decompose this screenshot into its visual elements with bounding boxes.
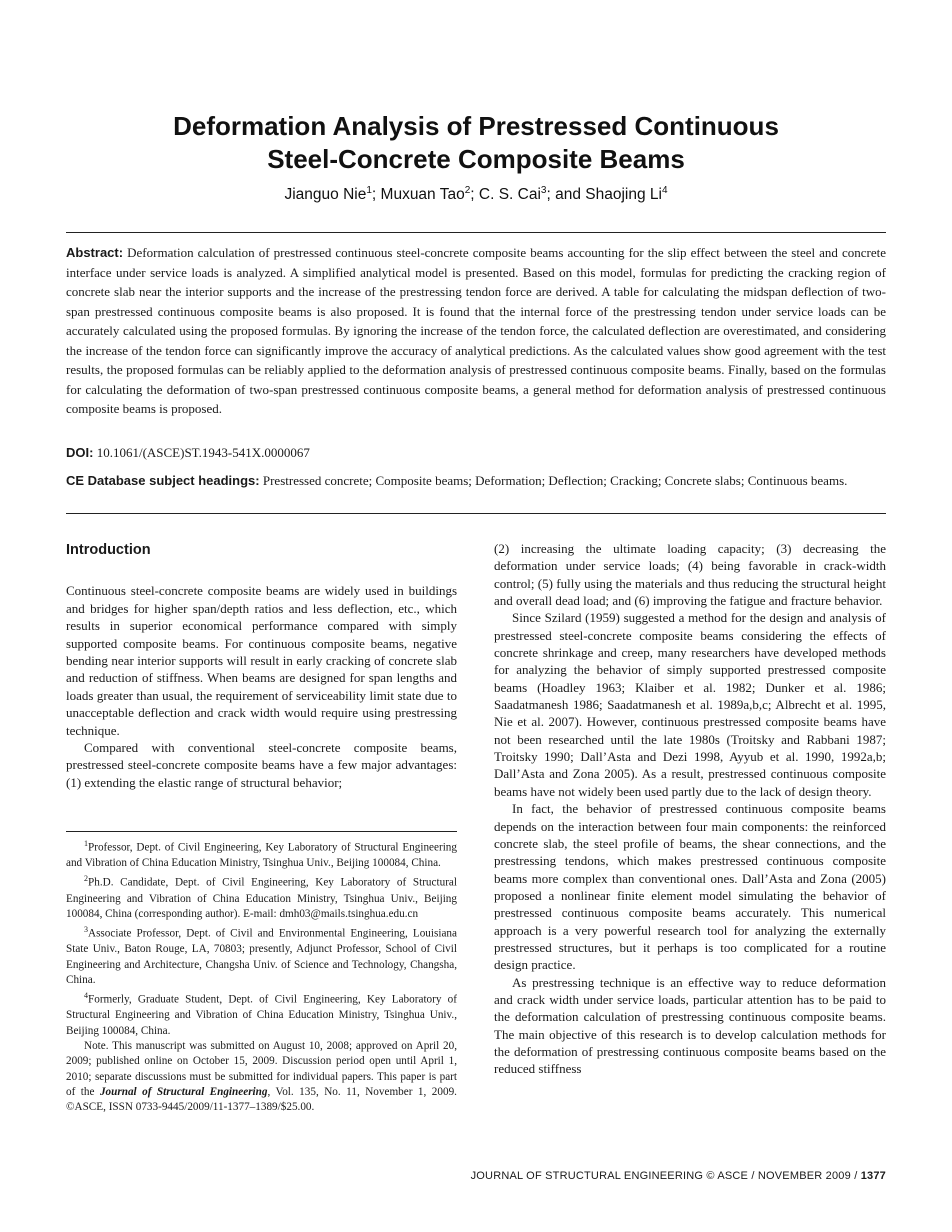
footnote (66, 988, 457, 1039)
author-name: Shaojing Li (585, 186, 662, 204)
footnote-mark: 1 (84, 839, 88, 848)
body-paragraph: (2) increasing the ultimate loading capacity; (3) decreasing the deformation under service loads; (4) being favorable in crack-width control; (5) fully using the materials and thus reducing the structural height and overall dead load; and (6) improving the fatigue and fracture behavior. (494, 541, 886, 609)
footnote-rule (66, 831, 457, 832)
note-text-end: , Vol. 135, No. 11, November 1, 2009. ©ASCE, ISSN 0733-9445/2009/11-1377–1389/$25.00. (66, 1086, 457, 1114)
author-name: C. S. Cai (478, 186, 541, 204)
left-column (66, 540, 457, 791)
footnotes (66, 836, 457, 1116)
doi-label: DOI: (66, 445, 94, 460)
note-text: Note. This manuscript was submitted on August 10, 2008; approved on April 20, 2009; published online on October 15, 2009. Discussion period open until April 1, 2010; separate discussions must be submitted for individual papers. This paper is part of the (66, 1040, 457, 1099)
author-affiliation-mark: 3 (540, 185, 547, 196)
abstract (66, 243, 886, 419)
footnote (66, 836, 457, 871)
footnote (66, 871, 457, 922)
author-separator: ; (371, 186, 381, 204)
section-heading: Introduction (66, 542, 151, 558)
journal-name: Journal of Structural Engineering (99, 1086, 268, 1099)
abstract-top-rule (66, 232, 886, 233)
abstract-text: Deformation calculation of prestressed continuous steel-concrete composite beams accounting for the slip effect between the steel and concrete interface under service loads is analyzed. A simplified analytical model is presented. Based on this model, formulas for predicting the cracking region of concrete slab near the interior supports and the increase of the prestressing tendon force are derived. A table for calculating the midspan deflection of two-span prestressed continuous composite beams is also proposed. It is found that the internal force of the prestressing tendon under service loads can be accurately calculated using the proposed formulas. By ignoring the increase of the tendon force, the calculated deflection are overestimated, and considering the increase of the tendon force can significantly improve the accuracy of analytical predictions. As the calculated values show good agreement with the test results, the proposed formulas can be reliably applied to the deformation analysis of prestressed continuous composite beams. Finally, based on the formulas for calculating the deformation of two-span prestressed continuous composite beams, a general method for deformation analysis of prestressed continuous composite beams is proposed. (66, 245, 886, 416)
body-paragraph: In fact, the behavior of prestressed continuous composite beams depends on the interaction between four main components: the reinforced concrete slab, the steel profile of beams, the shear connections, and the prestressing tendons, which makes prestressed continuous composite beams more complex than conventional ones. Dall’Asta and Zona (2005) proposed a nonlinear finite element model simulating the behavior of prestressed continuous composite beams accurately. This numerical approach is a very powerful research tool for analyzing the externally prestressed structures, but it perhaps is too complicated for a routine design practice. (494, 801, 886, 973)
page-number: 1377 (860, 1170, 886, 1182)
footnote-mark: 3 (84, 925, 88, 935)
footnote-mark: 2 (84, 874, 88, 884)
footnote (66, 922, 457, 988)
footer-journal-text: JOURNAL OF STRUCTURAL ENGINEERING © ASCE / NOVEMBER 2009 / (470, 1170, 861, 1182)
right-column (494, 540, 886, 1078)
abstract-label: Abstract: (66, 245, 124, 260)
author-affiliation-mark: 1 (366, 185, 372, 196)
body-paragraph: Since Szilard (1959) suggested a method for the design and analysis of prestressed steel-concrete composite beams considering the effects of concrete shrinkage and creep, many researchers have developed methods for analyzing the behavior of simply supported prestressed composite beams (Hoadley 1963; Klaiber et al. 1982; Dunker et al. 1986; Saadatmanesh 1986; Saadatmanesh et al. 1989a,b,c; Albrecht et al. 1995, Nie et al. 2007). However, continuous prestressed composite beams have not been researched until the late 1980s (Troitsky and Rabbani 1987; Troitsky 1990; Dall’Asta and Dezi 1998, Ayyub et al. 1990, 1992a,b; Dall’Asta and Zona 2005). As a result, prestressed continuous composite beams have not widely been used partly due to the lack of design theory. (494, 610, 886, 799)
title-line-1: Deformation Analysis of Prestressed Continuous (173, 111, 779, 141)
author-separator: ; (470, 186, 479, 204)
title-line-2: Steel-Concrete Composite Beams (267, 144, 685, 174)
body-paragraph: Compared with conventional steel-concrete composite beams, prestressed steel-concrete composite beams have a few major advantages: (1) extending the elastic range of structural behavior; (66, 740, 457, 790)
body-paragraph: Continuous steel-concrete composite beams are widely used in buildings and bridges for higher span/depth ratios and less deflection, etc., which results in superior economical performance compared with simply supported composite beams. For continuous composite beams, negative bending near interior supports will result in early cracking of concrete slab and reduction of stiffness. When beams are designed for span lengths and loads greater than usual, the requirement of serviceability limit state due to unacceptable deflection and crack width would require using prestressing technique. (66, 583, 457, 738)
doi-value[interactable]: 10.1061/(ASCE)ST.1943-541X.0000067 (96, 445, 310, 460)
author-name: Muxuan Tao (380, 186, 465, 204)
footnote-text: Formerly, Graduate Student, Dept. of Civil Engineering, Key Laboratory of Structural Engineering and Vibration of China Education Ministry, Tsinghua Univ., Beijing 100084, China. (66, 994, 457, 1037)
abstract-bottom-rule (66, 513, 886, 514)
manuscript-note (66, 1039, 457, 1116)
footnote-text: Ph.D. Candidate, Dept. of Civil Engineering, Key Laboratory of Structural Engineering and Vibration of China Education Ministry, Tsinghua Univ., Beijing 100084, China (corresponding author). E-mail: dmh03@mails.tsinghua.edu.cn (66, 877, 457, 920)
footnote-text: Professor, Dept. of Civil Engineering, Key Laboratory of Structural Engineering and Vibration of China Education Ministry, Tsinghua Univ., Beijing 100084, China. (66, 841, 457, 870)
footnote-mark: 4 (84, 991, 88, 1001)
paper-title (60, 110, 892, 176)
subject-headings-text: Prestressed concrete; Composite beams; Deformation; Deflection; Cracking; Concrete slabs; Continuous beams. (262, 473, 848, 488)
author-affiliation-mark: 2 (464, 185, 471, 196)
author-list (60, 185, 892, 204)
author-affiliation-mark: 4 (661, 185, 668, 196)
footnote-text: Associate Professor, Dept. of Civil and Environmental Engineering, Louisiana State Univ., Baton Rouge, LA, 70803; presently, Adjunct Professor, School of Civil Engineering and Architecture, Changsha Univ. of Science and Technology, Changsha, China. (66, 927, 457, 986)
author-separator: ; and (546, 186, 586, 204)
doi-line (66, 443, 886, 462)
author-name: Jianguo Nie (284, 186, 367, 204)
subject-headings-label: CE Database subject headings: (66, 473, 260, 488)
subject-headings (66, 471, 886, 491)
running-footer (471, 1170, 886, 1182)
body-paragraph: As prestressing technique is an effective way to reduce deformation and crack width under service loads, particular attention has to be paid to the deformation calculation of prestressing continuous composite beams. The main objective of this research is to develop calculation methods for the deformation of prestressing continuous composite beams based on the reduced stiffness (494, 974, 886, 1077)
